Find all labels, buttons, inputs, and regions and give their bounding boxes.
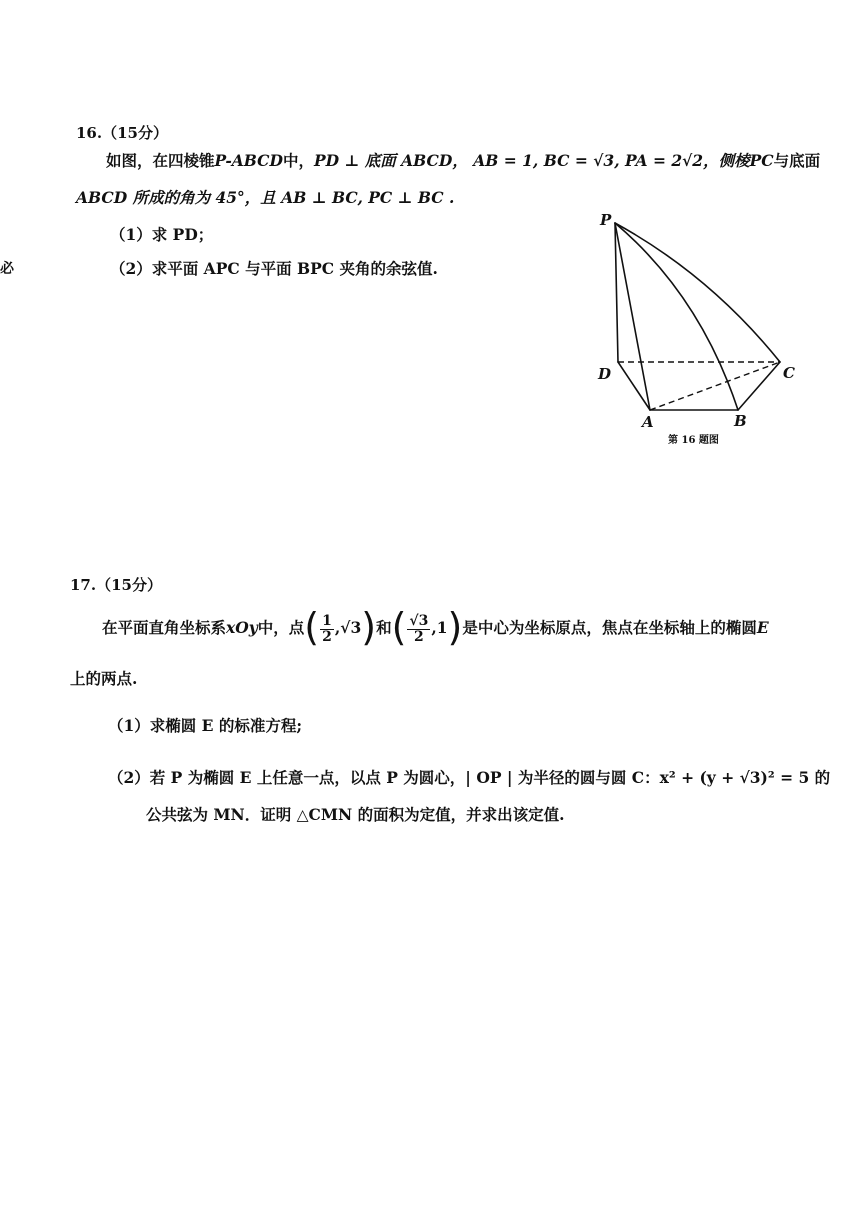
q17-part2-line2: 公共弦为 MN．证明 △CMN 的面积为定值，并求出该定值. bbox=[146, 805, 565, 824]
q16-intro-line2: ABCD 所成的角为 45°，且 AB ⊥ BC, PC ⊥ BC . bbox=[76, 188, 455, 207]
q16-intro-b: 中， bbox=[282, 151, 314, 170]
q16-number: 16.（15分） bbox=[76, 124, 168, 142]
q17-intro-b: 中，点 bbox=[257, 618, 305, 637]
label-a: A bbox=[642, 413, 654, 431]
q17-point2-rest: ,1 bbox=[431, 618, 448, 637]
q17-xoy: xOy bbox=[226, 618, 258, 637]
edge-pd bbox=[615, 223, 618, 362]
q16-part2: （2）求平面 APC 与平面 BPC 夹角的余弦值. bbox=[110, 259, 438, 278]
edge-bc bbox=[738, 362, 780, 410]
label-d: D bbox=[598, 365, 612, 383]
q16-pyramid-name: P-ABCD bbox=[214, 151, 283, 170]
q17-part2-line1: （2）若 P 为椭圆 E 上任意一点，以点 P 为圆心，| OP | 为半径的圆与圆 C：x² + (y + √3)² = 5 的 bbox=[108, 768, 831, 787]
margin-mark: 必 bbox=[0, 261, 14, 277]
q17-point1-fraction: $\frac{1}{2}$ bbox=[322, 612, 332, 645]
q17-intro-c: 是中心为坐标原点，焦点在坐标轴上的椭圆 bbox=[462, 618, 757, 637]
q17-ellipse-e: E bbox=[756, 618, 769, 637]
q17-point2-fraction: $\frac{√3}{2}$ bbox=[409, 612, 429, 645]
label-b: B bbox=[734, 412, 747, 430]
edge-ac-hidden bbox=[650, 362, 780, 410]
edge-pb bbox=[615, 223, 738, 410]
q16-intro-c: PD ⊥ 底面 ABCD， bbox=[313, 151, 468, 170]
q16-intro-d: AB = 1, BC = √3, PA = 2√2，侧棱 bbox=[473, 151, 750, 170]
q16-intro-e: PC bbox=[749, 151, 774, 170]
label-p: P bbox=[600, 211, 612, 229]
q16-intro-f: 与底面 bbox=[773, 151, 821, 170]
q17-intro-a: 在平面直角坐标系 bbox=[102, 618, 227, 637]
q17-intro-line1: 在平面直角坐标系xOy中，点( $\frac{1}{2}$ ,√3)和( $\frac{√3}{2}$ ,1)是中心为坐标原点，焦点在坐标轴上的椭圆E bbox=[102, 605, 769, 649]
label-c: C bbox=[783, 364, 795, 382]
q16-pyramid-figure bbox=[590, 205, 800, 450]
figure-caption: 第 16 题图 bbox=[668, 435, 719, 446]
q16-intro-a: 如图，在四棱锥 bbox=[106, 151, 215, 170]
q16-intro-line1 bbox=[106, 150, 820, 172]
q16-part1: （1）求 PD； bbox=[110, 225, 214, 244]
q17-part1: （1）求椭圆 E 的标准方程; bbox=[108, 716, 303, 735]
edge-pc bbox=[615, 223, 780, 362]
q17-and: 和 bbox=[376, 618, 392, 637]
q17-intro-line2: 上的两点. bbox=[70, 669, 138, 688]
q17-number: 17.（15分） bbox=[70, 576, 162, 594]
q17-point1-rest: ,√3 bbox=[334, 618, 362, 637]
